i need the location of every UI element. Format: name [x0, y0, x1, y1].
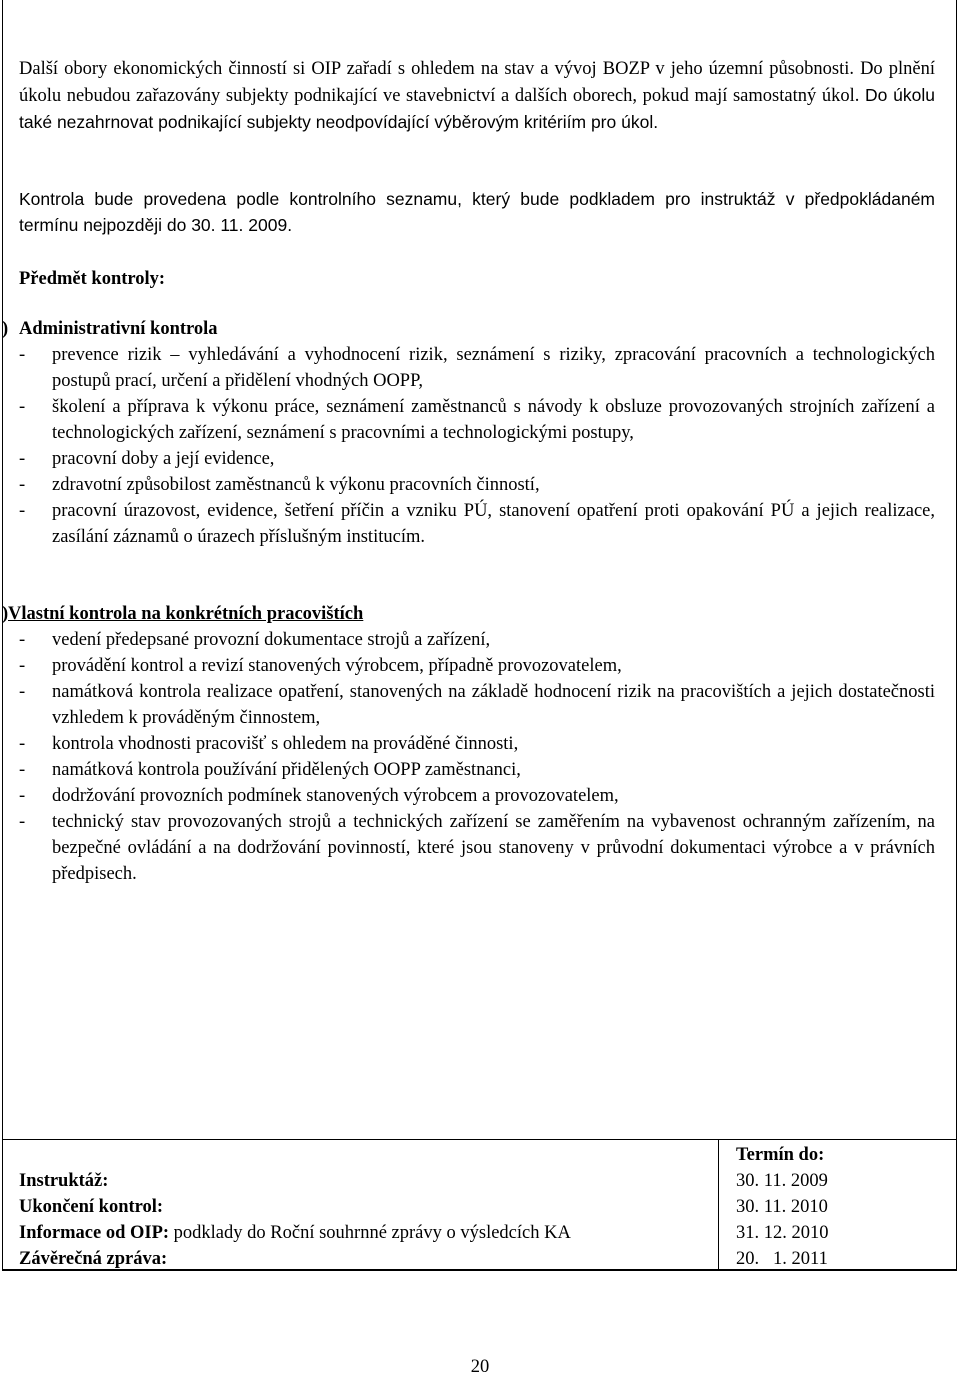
dash-marker: - — [19, 345, 26, 365]
schedule-label-text: Instruktáž: — [19, 1171, 109, 1191]
dash-marker: - — [19, 630, 26, 650]
schedule-divider — [718, 1139, 719, 1271]
schedule-label — [19, 1220, 571, 1246]
list-item-text: namátková kontrola používání přidělených OOPP zaměstnanci, — [52, 760, 521, 780]
schedule-label-text: Ukončení kontrol: — [19, 1197, 164, 1217]
dash-marker: - — [19, 501, 26, 521]
list-item-text: namátková kontrola realizace opatření, stanovených na základě hodnocení rizik na pracovištích a jejich dostatečnosti vzhledem k prováděným činnostem, — [52, 682, 935, 728]
schedule-note: podklady do Roční souhrnné zprávy o výsledcích KA — [169, 1223, 571, 1243]
list-item — [0, 498, 935, 550]
dash-marker: - — [19, 760, 26, 780]
dash-marker: - — [19, 786, 26, 806]
schedule-date: 31. 12. 2010 — [736, 1223, 829, 1243]
list-item — [0, 394, 935, 446]
section-b-paren: ) — [2, 604, 9, 624]
dash-marker: - — [19, 475, 26, 495]
list-item-text: zdravotní způsobilost zaměstnanců k výkonu pracovních činností, — [52, 475, 540, 495]
list-item — [0, 627, 935, 653]
intro-paragraph-1b: Do úkolu také nezahrnovat podnikající subjekty neodpovídající výběrovým kritériím pro úkol. — [19, 85, 935, 132]
list-item — [0, 653, 935, 679]
dash-marker: - — [19, 397, 26, 417]
dash-marker: - — [19, 449, 26, 469]
schedule-label — [19, 1194, 163, 1220]
list-item-text: prevence rizik – vyhledávání a vyhodnocení rizik, seznámení s riziky, zpracování pracovních a technologických postupů prací, určení a přidělení vhodných OOPP, — [52, 345, 935, 391]
dash-marker: - — [19, 682, 26, 702]
list-item-text: pracovní úrazovost, evidence, šetření příčin a vzniku PÚ, stanovení opatření proti opakování PÚ a jejich realizace, zasílání záznamů o úrazech příslušným institucím. — [52, 501, 935, 547]
list-item — [0, 472, 935, 498]
list-item — [0, 679, 935, 731]
list-item-text: dodržování provozních podmínek stanovených výrobcem a provozovatelem, — [52, 786, 619, 806]
section-a-paren: ) — [2, 319, 9, 339]
intro-paragraph-1: Další obory ekonomických činností si OIP zařadí s ohledem na stav a vývoj BOZP v jeho územní působnosti. Do plnění úkolu nebudou zařazovány subjekty podnikající ve stavebnictví a dalších oborech, pokud mají samostatný úkol. Do úkolu také nezahrnovat podnikající subjekty neodpovídající výběrovým kritériím pro úkol. — [19, 59, 935, 132]
list-item-text: technický stav provozovaných strojů a technických zařízení se zaměřením na vybavenost ochranným zařízením, na bezpečné ovládání a na dodržování povinností, které jsou stanoveny v průvodní dokumentaci výrobce a v právních předpisech. — [52, 812, 935, 884]
list-item-text: školení a příprava k výkonu práce, seznámení zaměstnanců s návody k obsluze provozovaných strojních zařízení a technologických zařízení, seznámení s pracovními a technologickými postupy, — [52, 397, 935, 443]
section-b-title: ) Vlastní kontrola na konkrétních pracovištích — [8, 601, 363, 627]
list-item-text: provádění kontrol a revizí stanovených výrobcem, případně provozovatelem, — [52, 656, 622, 676]
intro-paragraph-2: Kontrola bude provedena podle kontrolního seznamu, který bude podkladem pro instruktáž v předpokládaném termínu nejpozději do 30. 11. 2009. — [19, 189, 935, 235]
schedule-date: 30. 11. 2009 — [736, 1171, 828, 1191]
list-item — [0, 731, 935, 757]
list-item-text: vedení předepsané provozní dokumentace strojů a zařízení, — [52, 630, 491, 650]
section-b-list — [0, 627, 935, 887]
schedule-label — [19, 1246, 167, 1272]
dash-marker: - — [19, 812, 26, 832]
schedule-date: 20. 1. 2011 — [736, 1249, 828, 1269]
schedule-label — [19, 1168, 108, 1194]
dash-marker: - — [19, 656, 26, 676]
schedule-label-text: Informace od OIP: — [19, 1223, 170, 1243]
list-item — [0, 809, 935, 887]
subject-heading: Předmět kontroly: — [19, 269, 166, 289]
list-item-text: kontrola vhodnosti pracovišť s ohledem na prováděné činnosti, — [52, 734, 519, 754]
list-item — [0, 446, 935, 472]
dash-marker: - — [19, 734, 26, 754]
page-number: 20 — [470, 1357, 490, 1377]
deadline-header: Termín do: — [736, 1145, 825, 1165]
section-a-title: ) Administrativní kontrola — [19, 316, 218, 342]
schedule-label-text: Závěrečná zpráva: — [19, 1249, 168, 1269]
list-item — [0, 342, 935, 394]
schedule-date: 30. 11. 2010 — [736, 1197, 828, 1217]
list-item — [0, 757, 935, 783]
list-item-text: pracovní doby a její evidence, — [52, 449, 275, 469]
section-a-list — [0, 342, 935, 550]
list-item — [0, 783, 935, 809]
